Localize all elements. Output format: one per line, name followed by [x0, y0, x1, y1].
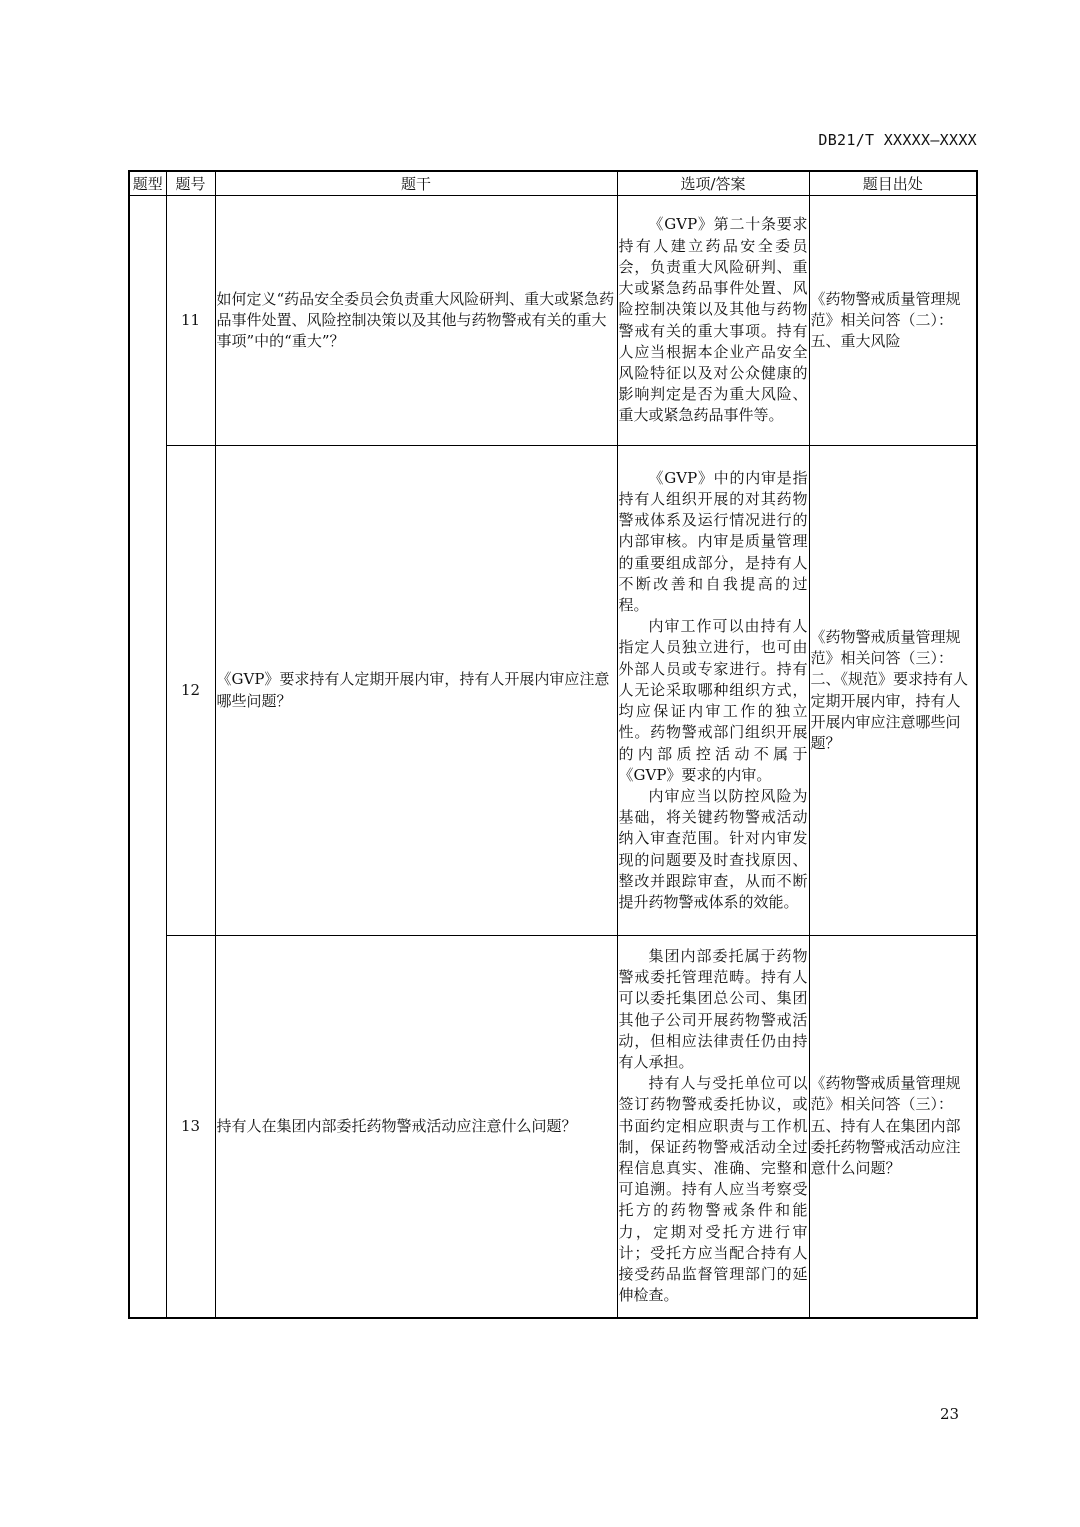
column-header-answer: 选项/答案: [617, 171, 809, 196]
table-row: [129, 446, 977, 936]
question-table: [128, 170, 978, 1319]
question-number: 13: [166, 936, 215, 1318]
answer-paragraph: 《GVP》第二十条要求持有人建立药品安全委员会，负责重大风险研判、重大或紧急药品事件处置、风险控制决策以及其他与药物警戒有关的重大事项。持有人应当根据本企业产品安全风险特征以及对公众健康的影响判定是否为重大风险、重大或紧急药品事件等。: [618, 215, 808, 425]
column-header-source: 题目出处: [809, 171, 977, 196]
answer-paragraph: 内审应当以防控风险为基础，将关键药物警戒活动纳入审查范围。针对内审发现的问题要及时查找原因、整改并跟踪审查，从而不断提升药物警戒体系的效能。: [618, 786, 808, 911]
document-code: DB21/T XXXXX—XXXX: [818, 131, 977, 149]
question-number: 12: [166, 446, 215, 936]
answer-paragraph: 集团内部委托属于药物警戒委托管理范畴。持有人可以委托集团总公司、集团其他子公司开展药物警戒活动，但相应法律责任仍由持有人承担。: [618, 947, 808, 1072]
table-row: [129, 936, 977, 1318]
answer-cell: [617, 446, 809, 936]
column-header-number: 题号: [166, 171, 215, 196]
column-header-type: 题型: [129, 171, 166, 196]
table-header-row: [129, 171, 977, 196]
question-number: 11: [166, 196, 215, 446]
answer-paragraph: 内审工作可以由持有人指定人员独立进行，也可由外部人员或专家进行。持有人无论采取哪种组织方式，均应保证内审工作的独立性。药物警戒部门组织开展的内部质控活动不属于《GVP》要求的内审。: [618, 617, 808, 784]
question-stem: 《GVP》要求持有人定期开展内审，持有人开展内审应注意哪些问题？: [215, 446, 617, 936]
column-header-question: 题干: [215, 171, 617, 196]
question-stem: 如何定义“药品安全委员会负责重大风险研判、重大或紧急药品事件处置、风险控制决策以及其他与药物警戒有关的重大事项”中的“重大”？: [215, 196, 617, 446]
answer-cell: [617, 196, 809, 446]
answer-paragraph: 《GVP》中的内审是指持有人组织开展的对其药物警戒体系及运行情况进行的内部审核。内审是质量管理的重要组成部分，是持有人不断改善和自我提高的过程。: [618, 468, 808, 615]
question-source: 《药物警戒质量管理规范》相关问答（三）：五、持有人在集团内部委托药物警戒活动应注意什么问题？: [809, 936, 977, 1318]
table-row: [129, 196, 977, 446]
question-stem: 持有人在集团内部委托药物警戒活动应注意什么问题？: [215, 936, 617, 1318]
question-source: 《药物警戒质量管理规范》相关问答（二）：五、重大风险: [809, 196, 977, 446]
answer-paragraph: 持有人与受托单位可以签订药物警戒委托协议，或书面约定相应职责与工作机制，保证药物警戒活动全过程信息真实、准确、完整和可追溯。持有人应当考察受托方的药物警戒条件和能力，定期对受托方进行审计；受托方应当配合持有人接受药品监督管理部门的延伸检查。: [618, 1074, 808, 1305]
page-number: 23: [940, 1405, 960, 1423]
answer-cell: [617, 936, 809, 1318]
question-type-cell: [129, 196, 166, 1318]
question-source: 《药物警戒质量管理规范》相关问答（三）：二、《规范》要求持有人定期开展内审，持有人开展内审应注意哪些问题？: [809, 446, 977, 936]
